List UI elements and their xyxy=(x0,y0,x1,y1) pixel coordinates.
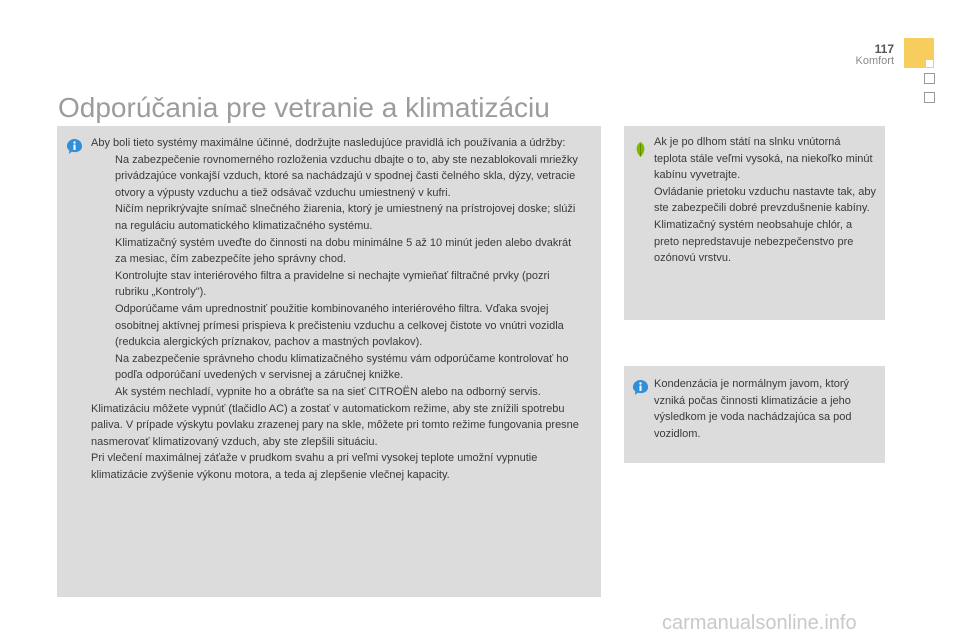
chapter-box-2 xyxy=(924,73,935,84)
bullet-marker xyxy=(91,201,115,234)
eco-leaf-icon xyxy=(632,141,649,158)
bullet-marker xyxy=(91,152,115,202)
chapter-tab-marker xyxy=(926,60,933,67)
list-item-text: Na zabezpečenie správneho chodu klimatizačného systému vám odporúčame kontrolovať ho podľa odporúčaní uvedených v servisnej a záručnej knižke. xyxy=(115,352,569,382)
list-item xyxy=(91,351,585,384)
page-title: Odporúčania pre vetranie a klimatizáciu xyxy=(58,92,550,123)
list-item-text: Na zabezpečenie rovnomerného rozloženia vzduchu dbajte o to, aby ste nezablokovali mriežky privádzajúce vonkajší vzduch, ktoré sa nachádzajú v spodnej časti čelného skla, dýzy, vetracie otvory a výpusty vzduchu a tiež odsávač vzduchu umiestnený v kufri. xyxy=(115,153,578,199)
bullet-marker xyxy=(91,351,115,384)
bullet-marker xyxy=(91,235,115,268)
tip-box xyxy=(624,126,885,320)
tip-text: Ak je po dlhom státí na slnku vnútorná teplota stále veľmi vysoká, na niekoľko minút kabínu vyvetrajte. Ovládanie prietoku vzduchu nastavte tak, aby ste zabezpečili dobré prevzdušnenie kabíny. Klimatizačný systém neobsahuje chlór, a preto nepredstavuje nebezpečenstvo pre ozónovú vrstvu. xyxy=(654,136,876,265)
list-item-text: Ničím neprikrývajte snímač slnečného žiarenia, ktorý je umiestnený na prístrojovej doske; slúži na reguláciu automatického klimatizačného systému. xyxy=(115,203,576,232)
watermark: carmanualsonline.info xyxy=(662,612,857,634)
condensation-info-box xyxy=(624,366,885,463)
outro-text: Klimatizáciu môžete vypnúť (tlačidlo AC) a zostať v automatickom režime, aby ste znížili spotrebu paliva. V prípade výskytu povlaku zrazenej pary na skle, môžete pri tomto režime fungovania presne nasmerovať klimatizovaný vzduch, aby ste zlepšili situáciu. Pri vlečení maximálnej záťaže v prudkom svahu a pri veľmi vysokej teplote umožní vypnutie klimatizácie zvýšenie výkonu motora, a teda aj zlepšenie vlečnej kapacity. xyxy=(91,402,579,481)
list-item xyxy=(91,268,585,351)
page-number: 117 xyxy=(874,42,894,56)
chapter-box-3 xyxy=(924,92,935,103)
list-item-text: Kontrolujte stav interiérového filtra a pravidelne si nechajte vymieňať filtračné prvky (pozri rubriku „Kontroly"). Odporúčame vám uprednostniť použitie kombinovaného interiérového filtra. Vďaka svojej osobitnej aktívnej prímesi prispieva k prečisteniu vzduchu a celkovej čistote vo vnútri vozidla (redukcia alergických príznakov, pachov a mastných povlakov). xyxy=(115,269,564,349)
condensation-text: Kondenzácia je normálnym javom, ktorý vzniká počas činnosti klimatizácie a jeho výsledkom je voda nachádzajúca sa pod vozidlom. xyxy=(654,378,852,440)
list-item xyxy=(91,235,585,268)
section-name: Komfort xyxy=(855,55,894,67)
intro-text: Aby boli tieto systémy maximálne účinné, dodržujte nasledujúce pravidlá ich používania a údržby: xyxy=(91,137,566,149)
list-item xyxy=(91,152,585,202)
bullet-marker xyxy=(91,268,115,351)
list-item-text: Ak systém nechladí, vypnite ho a obráťte sa na sieť CITROËN alebo na odborný servis. xyxy=(115,385,541,398)
main-text xyxy=(91,135,585,483)
info-icon xyxy=(632,379,649,396)
bullet-list xyxy=(91,152,585,401)
list-item xyxy=(91,384,585,401)
bullet-marker xyxy=(91,384,115,401)
main-info-box xyxy=(57,126,601,597)
list-item xyxy=(91,201,585,234)
list-item-text: Klimatizačný systém uveďte do činnosti na dobu minimálne 5 až 10 minút jeden alebo dvakrát za mesiac, čím zabezpečíte jeho správny chod. xyxy=(115,236,572,266)
info-icon xyxy=(66,138,83,155)
